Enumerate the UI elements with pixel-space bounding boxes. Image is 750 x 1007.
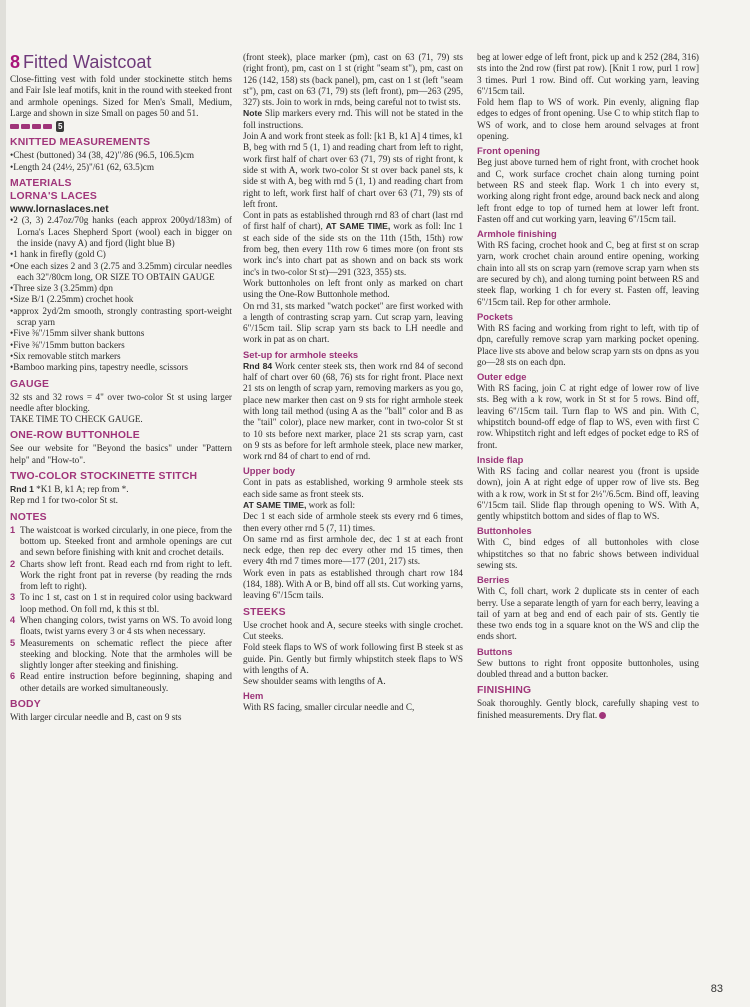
body-text: work as foll: Inc 1 st each side of the side sts on the 11th (15th, 15th) row from beg, then every 11th row 6 times more (on front sts work inc's into chart pat as shown and on back sts work inc's in two-color St st)—291 (323, 355) sts.: [243, 221, 463, 277]
subheading-armhole-steeks: Set-up for armhole steeks: [243, 348, 359, 360]
pattern-title: [10, 52, 232, 72]
subheading-buttonholes: Buttonholes: [477, 525, 532, 537]
pattern-name: Fitted Waistcoat: [23, 52, 152, 72]
note-item: [10, 525, 232, 559]
section-heading-buttonhole: ONE-ROW BUTTONHOLE: [10, 430, 140, 442]
column-left: [10, 52, 232, 723]
steeks-paragraph: Use crochet hook and A, secure steeks with single crochet. Cut steeks.: [243, 619, 463, 641]
same-time-label: AT SAME TIME,: [243, 499, 307, 510]
section-heading-body: BODY: [10, 699, 41, 711]
note-text: To inc 1 st, cast on 1 st in required color using backward loop method. On foll rnd, k this st tbl.: [20, 592, 232, 614]
outer-edge-text: With RS facing, join C at right edge of lower row of live sts. Beg with a k row, work in St st for 5 rows. Bind off, leaving 6"/15cm tail. Turn flap to WS and pin. With C, whipstitch bound-off edge of flap to WS, even with first C row. Whipstitch right and left edges of pocket edge to RS of front.: [477, 383, 699, 450]
body-paragraph: Join A and work front steek as foll: [k1 B, k1 A] 4 times, k1 B, beg with rnd 5 (1, 1) and reading chart from left to right, work first half of chart over 63 (71, 79) sts of right front, k side st with A, work two-color St st over back panel sts, k side st with A, beg with rnd 5 (1, 1) and reading chart from right to left, work first half of chart over 63 (71, 79) sts of left front.: [243, 131, 463, 209]
note-label: Note: [243, 108, 263, 119]
hem-paragraph: Fold hem flap to WS of work. Pin evenly, aligning flap edges to edges of front opening. Use C to whip stitch flap to WS of work, and to close hem around selvages at front opening.: [477, 97, 699, 142]
skill-bar-icon: [21, 124, 30, 129]
material-item: •Six removable stitch markers: [10, 350, 121, 361]
material-item: •Five ⅜"/15mm silver shank buttons: [10, 328, 145, 339]
subheading-hem: Hem: [243, 690, 264, 702]
section-heading-knitted-measurements: KNITTED MEASUREMENTS: [10, 137, 151, 149]
gauge-text: 32 sts and 32 rows = 4" over two-color St st using larger needle after blocking.: [10, 391, 232, 413]
upper-body-paragraph: Dec 1 st each side of armhole steek sts every rnd 6 times, then every other rnd 5 (7, 11) times.: [243, 511, 463, 533]
armhole-text: Work center steek sts, then work rnd 84 of second half of chart over 60 (68, 76) sts for right front. Place next 21 sts on length of scrap yarn, removing markers as you go, place new marker then cast on 9 sts for right armhole steek with long tail method (using A as the "ball" color and B as the "tail" color), place new marker, cont in two-color St st to 10 sts before next marker, place 21 sts scrap yarn, cast on 9 sts as before for left armhole steek, place new marker, work rnd 84 of chart to end of rnd.: [243, 360, 463, 462]
subheading-upper-body: Upper body: [243, 465, 296, 477]
same-time-label: AT SAME TIME,: [325, 221, 391, 232]
note-item: [10, 638, 232, 672]
column-right: [477, 52, 699, 721]
subheading-pockets: Pockets: [477, 310, 513, 322]
column-middle: [243, 52, 463, 714]
body-text: With larger circular needle and B, cast on 9 sts: [10, 712, 182, 723]
body-paragraph: [243, 210, 463, 278]
note-number: 2: [10, 558, 16, 569]
note-number: 6: [10, 671, 16, 682]
note-number: 4: [10, 614, 16, 625]
section-heading-materials: MATERIALS: [10, 178, 72, 190]
steeks-paragraph: Fold steek flaps to WS of work following first B steek st as guide. Pin. Gently but firmly whipstitch steek flaps to WS with lengths of A.: [243, 642, 463, 675]
note-number: 3: [10, 592, 16, 603]
note-item: [10, 671, 232, 694]
section-heading-finishing: FINISHING: [477, 685, 532, 697]
body-paragraph: (front steek), place marker (pm), cast on 63 (71, 79) sts (right front), pm, cast on 1 st (right "seam st"), pm, cast on 126 (142, 158) sts (back panel), pm, cast on 1 st (left "seam st"), pm, cast on 63 (71, 79) sts (left front), pm—263 (295, 327) sts. Join to work in rnds, being careful not to twist sts.: [243, 52, 463, 108]
two-color-rnd: [10, 484, 232, 495]
subheading-front-opening: Front opening: [477, 145, 541, 157]
upper-body-paragraph: Work even in pats as established through chart row 184 (184, 188). With A or B, bind off all sts. Cut working yarns, leaving 6"/15cm tails.: [243, 567, 463, 601]
front-opening-text: Beg just above turned hem of right front, with crochet hook and C, work surface crochet chain along turning point between RS and steek flap. Work 1 ch into every st, working along right front edge, around back neck and along left front edge to top of turned hem at lower left front. Fasten off and cut working yarn, leaving 6"/15cm tail.: [477, 157, 699, 224]
material-item: •1 hank in firefly (gold C): [10, 249, 106, 260]
body-text: Cont in pats as established through rnd 83 of chart (last rnd of first half of chart),: [243, 210, 463, 232]
hem-text: With RS facing, smaller circular needle and C,: [243, 702, 415, 713]
upper-body-paragraph: [243, 500, 463, 511]
subheading-inside-flap: Inside flap: [477, 453, 524, 465]
measurement-item: •Length 24 (24½, 25)"/61 (62, 63.5)cm: [10, 161, 154, 172]
skill-bar-icon: [10, 124, 19, 129]
material-item: •Three size 3 (3.25mm) dpn: [10, 283, 113, 294]
section-heading-gauge: GAUGE: [10, 378, 50, 390]
note-text: Read entire instruction before beginning, shaping and other details are worked simultaneously.: [20, 671, 232, 693]
subheading-buttons: Buttons: [477, 645, 513, 657]
inside-flap-text: With RS facing and collar nearest you (front is upside down), join A at right edge of upper row of live sts. Beg with a k row, work in St st for 2½"/6.5cm. Bind off, leaving 6"/15cm tail. Slide flap through opening to WS. With A, gently whipstitch bottom and sides of flap to WS.: [477, 465, 699, 522]
note-item: [10, 559, 232, 593]
buttonhole-text: See our website for "Beyond the basics" under "Pattern help" and "How-to".: [10, 443, 232, 465]
subheading-outer-edge: Outer edge: [477, 371, 527, 383]
material-item: •Size B/1 (2.25mm) crochet hook: [10, 294, 134, 305]
note-text: The waistcoat is worked circularly, in one piece, from the bottom up. Steeked front and armhole openings are cut and sewn before finishing with knit and crochet details.: [20, 524, 232, 558]
intro-text: Close-fitting vest with fold under stockinette stitch hems and Fair Isle leaf motifs, knit in the round with steeked front and armhole openings. Sized for Men's Small, Medium, Large and shown in size Small on pages 50 and 51.: [10, 74, 232, 118]
buttonholes-text: With C, bind edges of all buttonholes with close whipstitches so that no fabric shows between individual sewing sts.: [477, 537, 699, 570]
material-item: •Bamboo marking pins, tapestry needle, scissors: [10, 362, 189, 373]
brand-url: www.lornaslaces.net: [10, 204, 109, 216]
body-paragraph: On rnd 31, sts marked "watch pocket" are first worked with a length of contrasting scrap yarn. Cut scrap yarn, leaving 6"/15cm tail. Slip scrap yarn sts back to LH needle and work in pat as on chart.: [243, 300, 463, 345]
armhole-paragraph: [243, 361, 463, 463]
note-text: Slip markers every rnd. This will not be stated in the foll instructions.: [243, 108, 463, 130]
note-number: 1: [10, 524, 16, 535]
body-text: work as foll:: [308, 499, 356, 510]
note-item: [10, 592, 232, 615]
end-mark-icon: [599, 712, 606, 719]
note-paragraph: [243, 108, 463, 131]
rnd-text: *K1 B, k1 A; rep from *.: [36, 484, 129, 495]
page-number: 83: [710, 983, 723, 995]
body-paragraph: Work buttonholes on left front only as marked on chart using the One-Row Buttonhole method.: [243, 277, 463, 300]
section-heading-brand: LORNA'S LACES: [10, 191, 98, 203]
skill-badge: 5: [58, 122, 63, 132]
material-item: •2 (3, 3) 2.47oz/70g hanks (each approx 200yd/183m) of Lorna's Laces Shepherd Sport (wool) each in bigger on the inside (navy A) and fjord (light blue B): [10, 215, 232, 248]
note-text: Measurements on schematic reflect the piece after steeking and blocking. Note that the armholes will be slightly longer after steeking and finishing.: [20, 637, 232, 671]
gauge-check: TAKE TIME TO CHECK GAUGE.: [10, 414, 143, 425]
steeks-paragraph: Sew shoulder seams with lengths of A.: [243, 676, 386, 687]
note-text: Charts show left front. Read each rnd from right to left. Work the right front pat in reverse (by reading the rnds from left to right).: [20, 558, 232, 592]
section-heading-steeks: STEEKS: [243, 606, 286, 618]
rnd-label: Rnd 84: [243, 360, 273, 371]
measurement-item: •Chest (buttoned) 34 (38, 42)"/86 (96.5, 106.5)cm: [10, 150, 195, 161]
berries-text: With C, foll chart, work 2 duplicate sts in center of each berry. Use a separate length of yarn for each berry, leaving a tail of yarn at beg and end of each pair of sts. Gently tie these two ends tog in a square knot on the WS and clip the ends short.: [477, 586, 699, 642]
pattern-number: 8: [10, 52, 21, 72]
rnd-label: Rnd 1: [10, 484, 34, 495]
skill-bar-icon: [43, 124, 52, 129]
finishing-text: Soak thoroughly. Gently block, carefully shaping vest to finished measurements. Dry flat.: [477, 698, 699, 720]
material-item: •approx 2yd/2m smooth, strongly contrasting sport-weight scrap yarn: [10, 305, 232, 328]
buttons-text: Sew buttons to right front opposite buttonholes, using doubled thread and a button backer.: [477, 657, 699, 680]
note-text: When changing colors, twist yarns on WS. To avoid long floats, twist yarns every 3 or 4 sts when necessary.: [20, 614, 232, 637]
note-item: [10, 615, 232, 638]
two-color-rep: Rep rnd 1 for two-color St st.: [10, 495, 118, 506]
armhole-finishing-text: With RS facing, crochet hook and C, beg at first st on scrap yarn, work crochet chain around entire opening, working chain into all sts on scrap yarn (remove scrap yarn when sts are secured by ch), and along turning point between RS and steek flap, working 1 ch for every st. Fasten off, leaving 6"/15cm tail. Rep for other armhole.: [477, 240, 699, 307]
material-item: •One each sizes 2 and 3 (2.75 and 3.25mm) circular needles each 32"/80cm long, OR SIZE TO OBTAIN GAUGE: [10, 260, 232, 282]
subheading-armhole-finishing: Armhole finishing: [477, 228, 557, 240]
finishing-paragraph: [477, 698, 699, 721]
upper-body-paragraph: On same rnd as first armhole dec, dec 1 st at each front neck edge, then rep dec every other rnd 15 times, then every 4th rnd 7 times more—177 (201, 217) sts.: [243, 533, 463, 567]
hem-paragraph: beg at lower edge of left front, pick up and k 252 (284, 316) sts into the 2nd row (first pat row). [Knit 1 row, purl 1 row] 3 times. Purl 1 row. Bind off. Cut working yarn, leaving 6"/15cm tail.: [477, 52, 699, 96]
skill-bar-icon: [32, 124, 41, 129]
page-gutter: [0, 0, 6, 1007]
section-heading-two-color: TWO-COLOR STOCKINETTE STITCH: [10, 471, 198, 483]
upper-body-paragraph: Cont in pats as established, working 9 armhole steek sts each side same as front steek sts.: [243, 477, 463, 499]
pockets-text: With RS facing and working from right to left, with tip of dpn, carefully remove scrap yarn marking pocket opening. Place live sts above and below scrap yarn sts on dpns as you go—28 sts on each dpn.: [477, 322, 699, 367]
material-item: •Five ⅜"/15mm button backers: [10, 339, 125, 350]
section-heading-notes: NOTES: [10, 511, 47, 523]
subheading-berries: Berries: [477, 574, 510, 586]
skill-level-indicator: [10, 121, 232, 132]
note-number: 5: [10, 637, 16, 648]
